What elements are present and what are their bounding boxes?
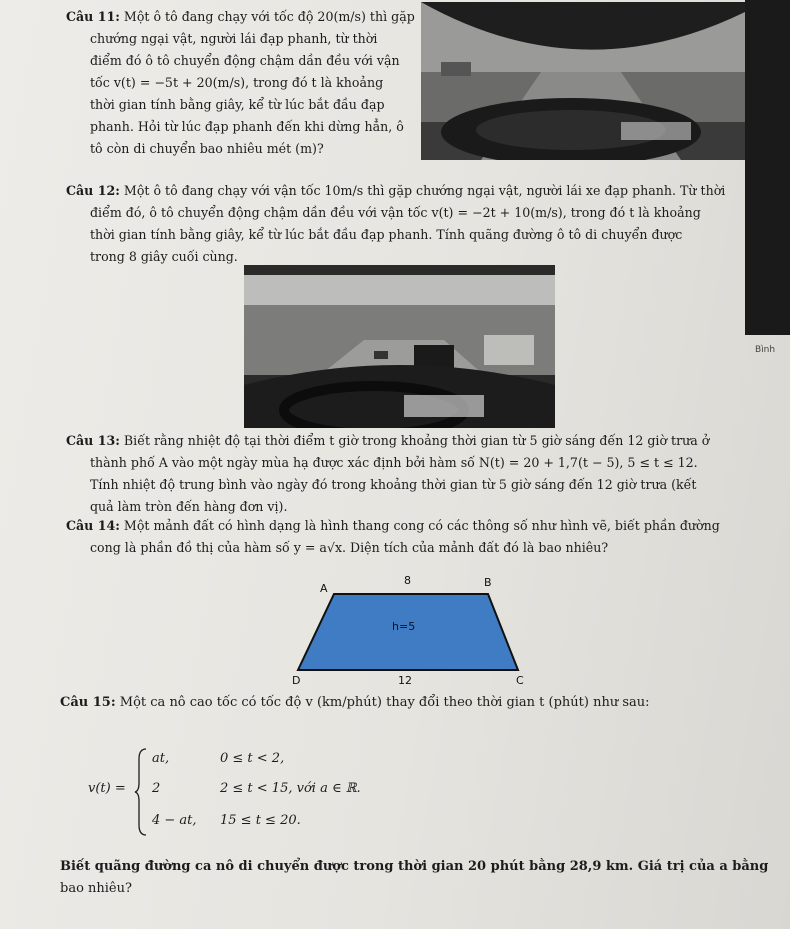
question-14-label: Câu 14: <box>66 518 120 533</box>
question-15-question <box>60 856 770 900</box>
label-height: h=5 <box>392 620 416 633</box>
piecewise-function <box>88 747 388 837</box>
piecewise-lhs: v(t) = <box>88 781 126 796</box>
q13-line: thành phố A vào một ngày mùa hạ được xác định bởi hàm số N(t) = 20 + 1,7(t − 5), 5 ≤ t ≤ 12. <box>90 455 698 470</box>
label-c: C <box>516 674 524 687</box>
q11-line: tốc v(t) = −5t + 20(m/s), trong đó t là khoảng <box>90 75 384 90</box>
q11-line: chướng ngại vật, người lái đạp phanh, từ thời <box>90 31 378 46</box>
side-note: Bình <box>755 345 776 355</box>
case-2-cond: 2 ≤ t < 15, với a ∈ ℝ. <box>220 781 361 796</box>
dark-background-edge <box>745 0 790 335</box>
question-11 <box>66 6 421 160</box>
q13-line: Biết rằng nhiệt độ tại thời điểm t giờ trong khoảng thời gian từ 5 giờ sáng đến 12 giờ trưa ở <box>123 433 710 448</box>
label-bottom-length: 12 <box>398 674 412 687</box>
q14-line: Một mảnh đất có hình dạng là hình thang cong có các thông số như hình vẽ, biết phần đường <box>123 518 720 533</box>
question-12 <box>66 180 728 268</box>
label-d: D <box>292 674 301 687</box>
question-14 <box>66 515 746 559</box>
q11-line: tô còn di chuyển bao nhiêu mét (m)? <box>90 141 324 156</box>
driver-view-photo <box>244 265 555 428</box>
case-2-expr: 2 <box>152 781 161 796</box>
q12-line: Một ô tô đang chạy với vận tốc 10m/s thì gặp chướng ngại vật, người lái xe đạp phanh. Từ thời <box>123 183 726 198</box>
q15-intro: Một ca nô cao tốc có tốc độ v (km/phút) thay đổi theo thời gian t (phút) như sau: <box>119 695 650 710</box>
case-3-expr: 4 − at, <box>152 813 197 828</box>
q14-line: cong là phần đồ thị của hàm số y = a√x. Diện tích của mảnh đất đó là bao nhiêu? <box>90 540 609 555</box>
q11-line: phanh. Hỏi từ lúc đạp phanh đến khi dừng hẳn, ô <box>90 119 404 134</box>
q13-line: quả làm tròn đến hàng đơn vị). <box>90 499 288 514</box>
question-11-label: Câu 11: <box>66 9 120 24</box>
car-dashboard-photo <box>421 2 745 160</box>
label-a: A <box>320 582 328 595</box>
q12-line: trong 8 giây cuối cùng. <box>90 249 238 264</box>
q12-line: điểm đó, ô tô chuyển động chậm dần đều với vận tốc v(t) = −2t + 10(m/s), trong đó t là khoảng <box>90 205 701 220</box>
label-top-length: 8 <box>404 574 411 587</box>
curved-trapezoid-figure <box>278 570 533 688</box>
question-15-intro <box>60 692 760 714</box>
case-1-expr: at, <box>152 751 170 766</box>
question-12-label: Câu 12: <box>66 183 120 198</box>
q11-line: Một ô tô đang chạy với tốc độ 20(m/s) thì gặp <box>123 9 415 24</box>
q11-line: thời gian tính bằng giây, kể từ lúc bắt đầu đạp <box>90 97 385 112</box>
q11-line: điểm đó ô tô chuyển động chậm dần đều với vận <box>90 53 400 68</box>
q15-question-line: bao nhiêu? <box>60 881 132 896</box>
label-b: B <box>484 576 492 589</box>
question-15-label: Câu 15: <box>60 695 116 710</box>
question-13-label: Câu 13: <box>66 433 120 448</box>
q12-line: thời gian tính bằng giây, kể từ lúc bắt đầu đạp phanh. Tính quãng đường ô tô di chuyển được <box>90 227 683 242</box>
brace-icon <box>134 747 148 837</box>
case-1-cond: 0 ≤ t < 2, <box>220 751 285 766</box>
case-3-cond: 15 ≤ t ≤ 20. <box>220 813 301 828</box>
q13-line: Tính nhiệt độ trung bình vào ngày đó trong khoảng thời gian từ 5 giờ sáng đến 12 giờ trưa (kết <box>90 477 697 492</box>
q15-question-line: Biết quãng đường ca nô di chuyển được trong thời gian 20 phút bằng 28,9 km. Giá trị của a bằng <box>60 859 769 874</box>
question-13 <box>66 430 726 518</box>
